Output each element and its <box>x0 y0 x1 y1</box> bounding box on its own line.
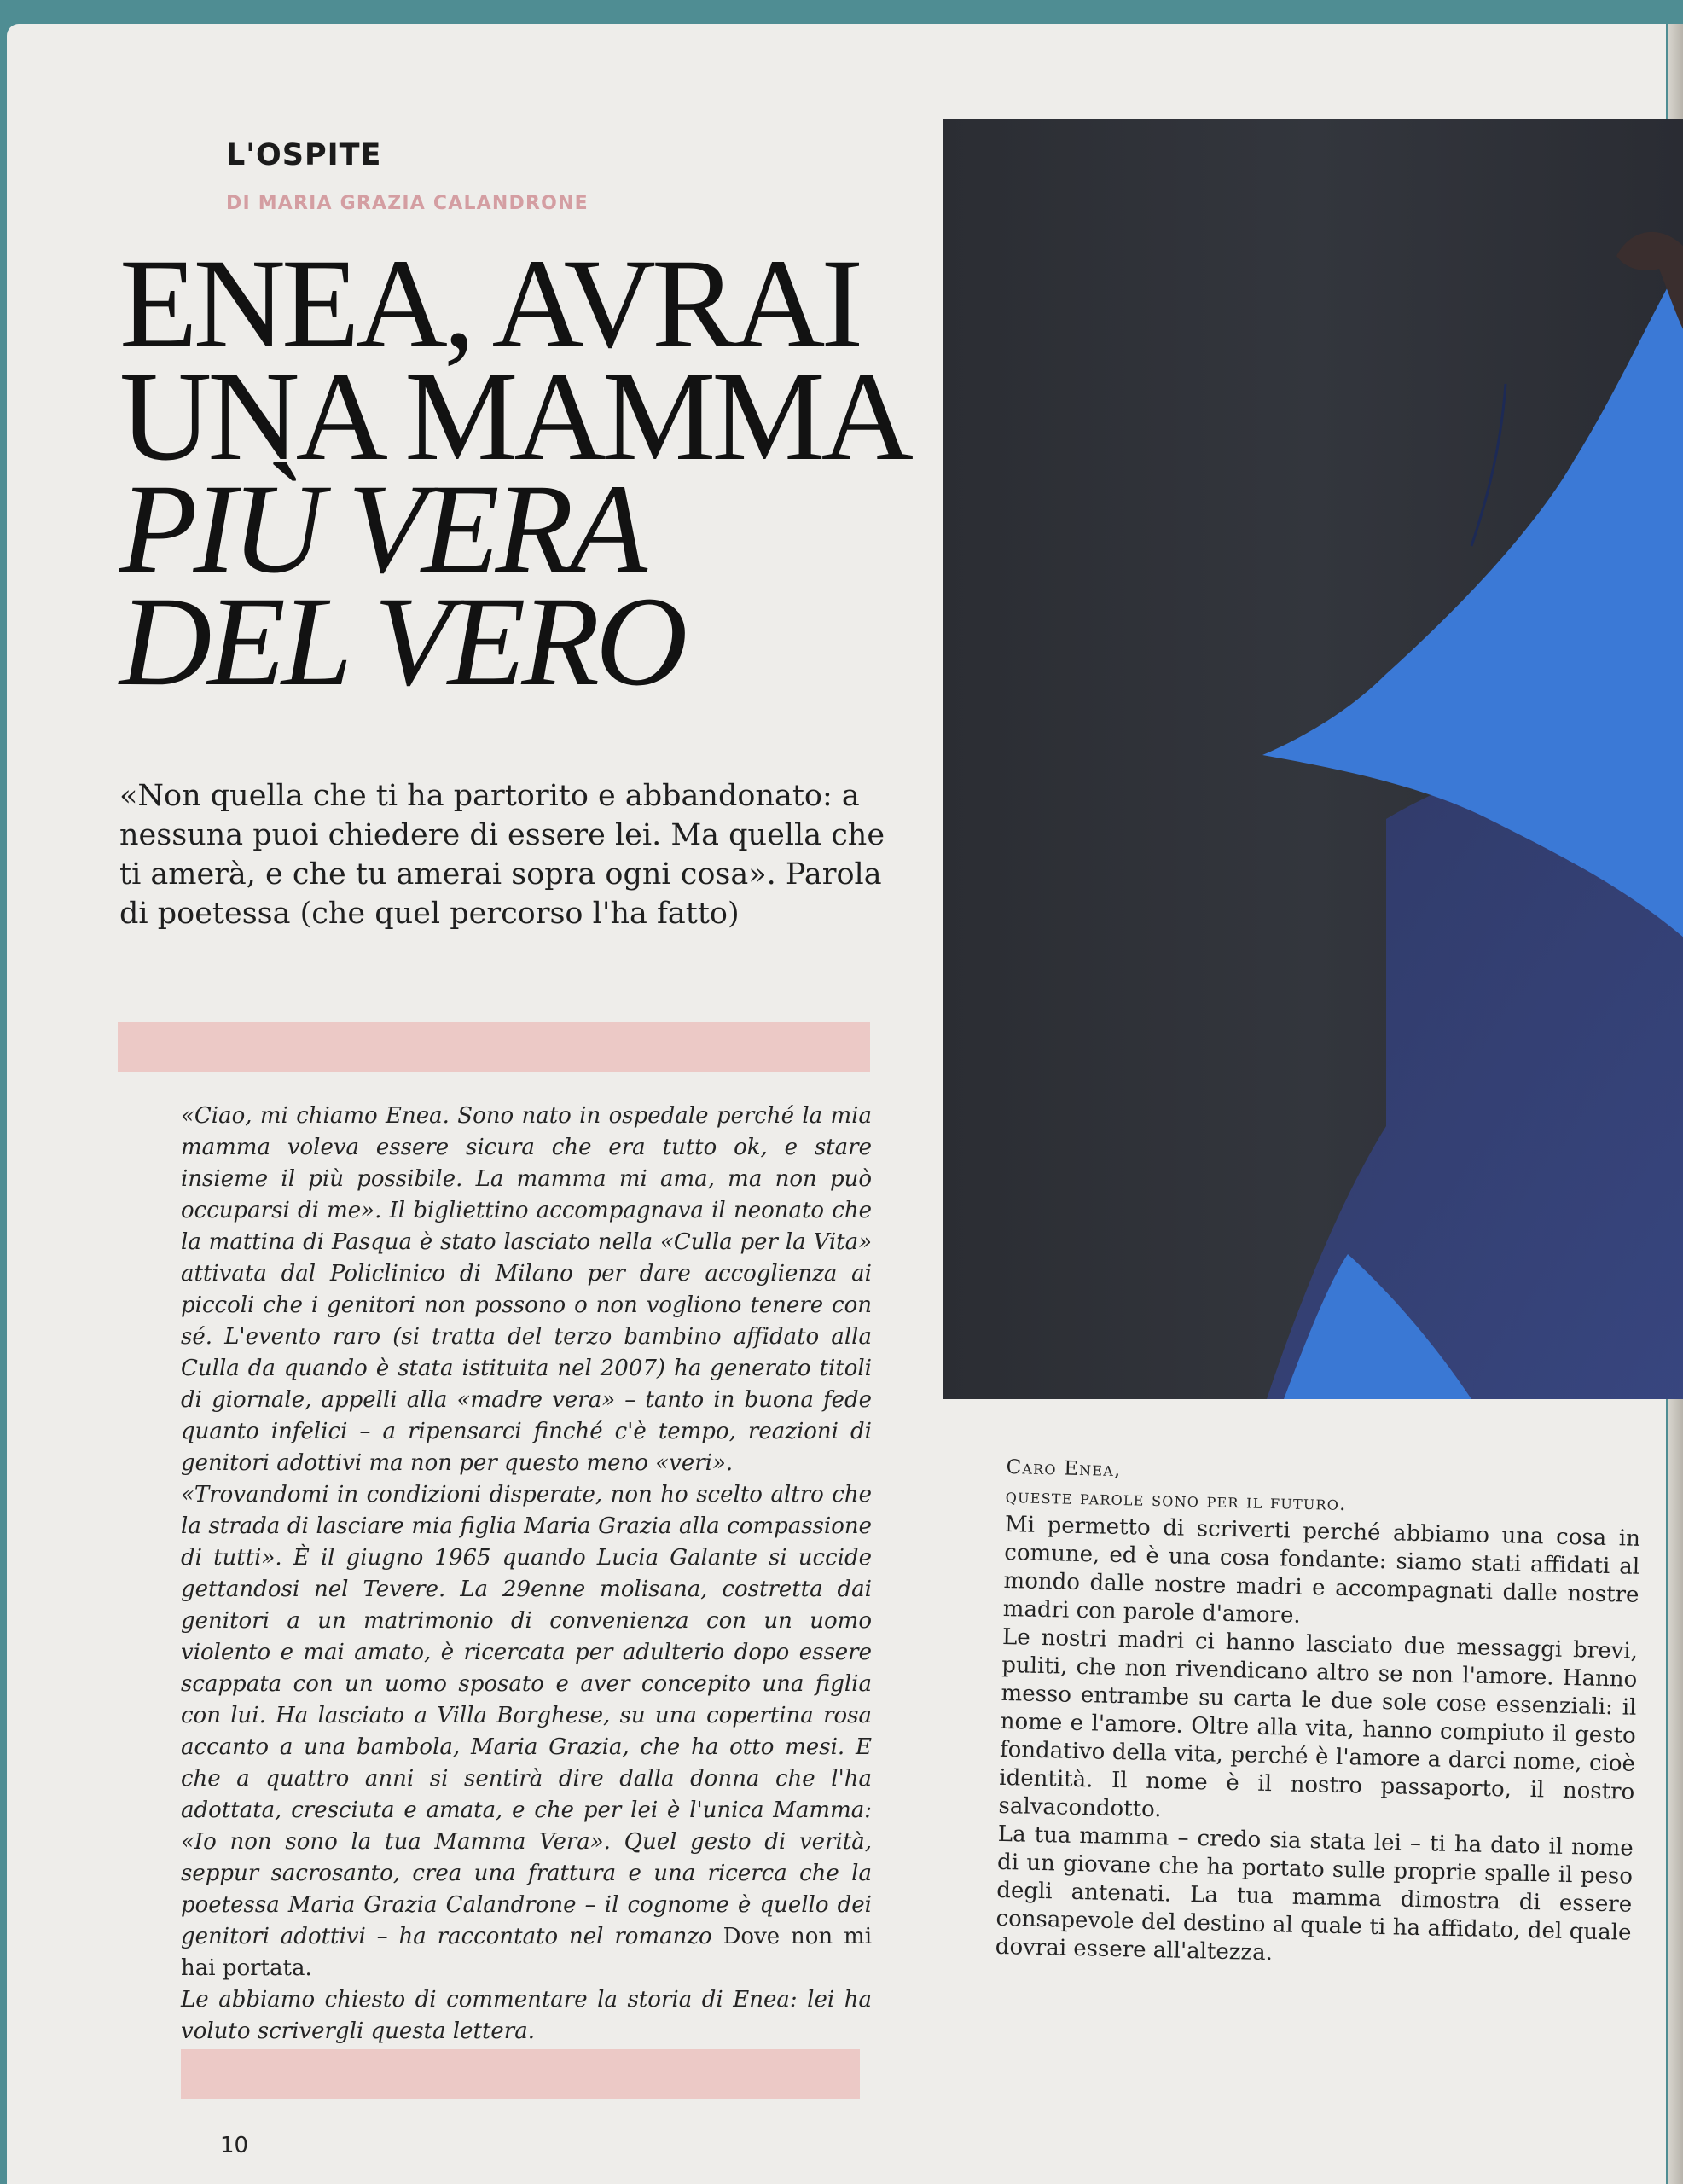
intro-paragraph-1: «Ciao, mi chiamo Enea. Sono nato in ospedale perché la mia mamma voleva essere sicura che era tutto ok, e stare insieme il più possibile. La mamma mi ama, ma non può occuparsi di me». Il bigliettino accompagnava il neonato che la mattina di Pasqua è stato lasciato nella «Culla per la Vita» attivata dal Policlinico di Milano per dare accoglienza ai piccoli che i genitori non possono o non vogliono tenere con sé. L'evento raro (si tratta del terzo bambino affidato alla Culla da quando è stata istituita nel 2007) ha generato titoli di giornale, appelli alla «madre vera» – tanto in buona fede quanto infelici – a ripensarci finché c'è tempo, reazioni di genitori adottivi ma non per questo meno «veri». <box>181 1103 872 1476</box>
intro-paragraph-3: Le abbiamo chiesto di commentare la storia di Enea: lei ha voluto scrivergli questa lettera. <box>181 1987 872 2044</box>
intro-paragraph-2-text: «Trovandomi in condizioni disperate, non ho scelto altro che la strada di lasciare mia figlia Maria Grazia alla compassione di tutti». È il giugno 1965 quando Lucia Galante si uccide gettandosi nel Tevere. La 29enne molisana, costretta dai genitori a un matrimonio di convenienza con un uomo violento e mai amato, è ricercata per adulterio dopo essere scappata con un uomo sposato e aver concepito una figlia con lui. Ha lasciato a Villa Borghese, su una copertina rosa accanto a una bambola, Maria Grazia, che ha otto mesi. E che a quattro anni si sentirà dire dalla donna che l'ha adottata, cresciuta e amata, e che per lei è l'unica Mamma: «Io non sono la tua Mamma Vera». Quel gesto di verità, seppur sacrosanto, crea una frattura e una ricerca che la poetessa Maria Grazia Calandrone – il cognome è quello dei genitori adottivi – ha raccontato nel romanzo <box>181 1482 872 1949</box>
pink-divider-bottom <box>181 2049 860 2099</box>
headline-line-2: UNA MAMMA <box>119 346 909 487</box>
letter-paragraph-2: Le nostri madri ci hanno lasciato due messaggi brevi, puliti, che non rivendicano altro se non l'amore. Hanno messo entrambe su carta le due sole cose essenziali: il nome e l'amore. Oltre alla vita, hanno compiuto il gesto fondativo della vita, perché è l'amore a darci nome, cioè identità. Il nome è il nostro passaporto, il nostro salvacondotto. <box>998 1623 1639 1823</box>
intro-paragraph-2 <box>181 1479 872 1984</box>
letter-paragraph-1: Mi permetto di scriverti perché abbiamo una cosa in comune, ed è una cosa fondante: siamo stati affidati al mondo dalle nostre madri e accompagnati dalle nostre madri con parole d'amore. <box>1002 1511 1641 1629</box>
pink-divider-top <box>118 1022 870 1072</box>
headline-line-4: DEL VERO <box>119 571 684 712</box>
intro-text <box>181 1101 872 2048</box>
letter-subhead: queste parole sono per il futuro. <box>1005 1484 1347 1516</box>
byline: DI MARIA GRAZIA CALANDRONE <box>226 193 589 214</box>
headline-line-3: PIÙ VERA <box>119 458 643 600</box>
novel-title: Dove non mi hai portata. <box>181 1924 873 1981</box>
letter <box>995 1453 1641 1976</box>
standfirst: «Non quella che ti ha partorito e abbandonato: a nessuna puoi chiedere di essere lei. Ma quella che ti amerà, e che tu amerai sopra ogni cosa». Parola di poetessa (che quel percorso l'ha fatto) <box>119 779 885 931</box>
headline-line-1: ENEA, AVRAI <box>119 233 860 375</box>
section-label: L'OSPITE <box>226 138 382 172</box>
headline <box>119 233 909 712</box>
letter-greeting: Caro Enea, <box>1006 1455 1122 1482</box>
page-number: 10 <box>220 2133 249 2158</box>
letter-paragraph-3: La tua mamma – credo sia stata lei – ti ha dato il nome di un giovane che ha portato sulle proprie spalle il peso degli antenati. La tua mamma dimostra di essere consapevole del destino al quale ti ha affidato, del quale dovrai essere all'altezza. <box>995 1821 1634 1966</box>
illustration <box>943 119 1683 1399</box>
